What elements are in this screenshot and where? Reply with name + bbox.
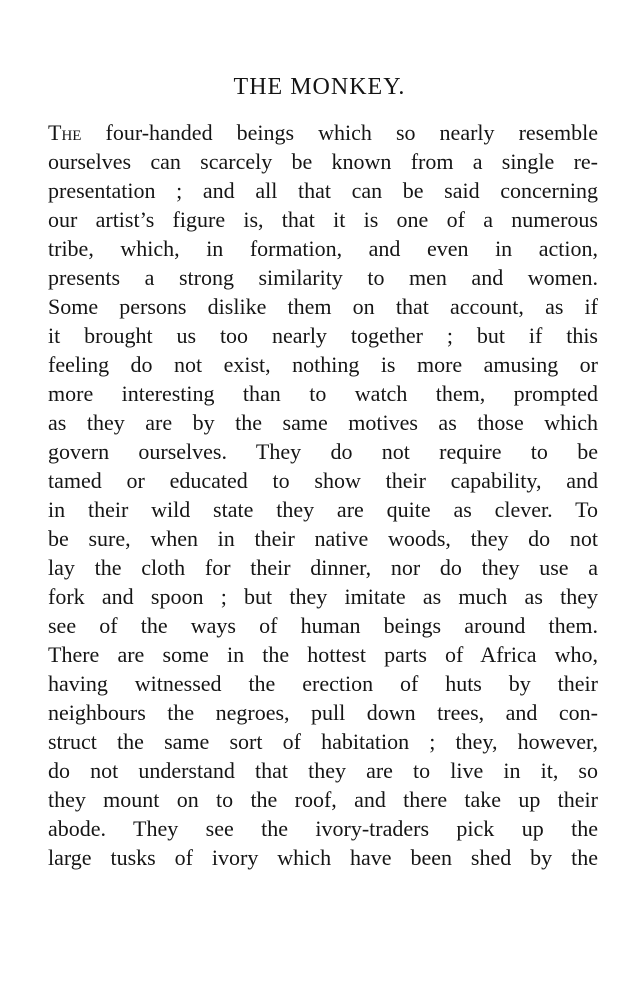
text-line-15: be sure, when in their native woods, they do not bbox=[48, 526, 598, 551]
text-line-22: struct the same sort of habitation ; they, however, bbox=[48, 729, 598, 754]
text-line-25: abode. They see the ivory-traders pick up the bbox=[48, 816, 598, 841]
text-line-3: presentation ; and all that can be said concerning bbox=[48, 178, 598, 203]
page-title: THE MONKEY. bbox=[233, 74, 406, 100]
line-1-rest: four-handed beings which so nearly resemble bbox=[105, 120, 598, 145]
first-word: The bbox=[48, 120, 82, 145]
text-line-18: see of the ways of human beings around them. bbox=[48, 613, 598, 638]
text-line-5: tribe, which, in formation, and even in action, bbox=[48, 236, 598, 261]
text-line-8: it brought us too nearly together ; but if this bbox=[48, 323, 598, 348]
text-line-1 bbox=[48, 118, 598, 147]
text-line-17: fork and spoon ; but they imitate as much as they bbox=[48, 584, 598, 609]
body-text bbox=[48, 118, 598, 872]
text-line-9: feeling do not exist, nothing is more amusing or bbox=[48, 352, 598, 377]
text-line-19: There are some in the hottest parts of Africa who, bbox=[48, 642, 598, 667]
text-line-24: they mount on to the roof, and there take up their bbox=[48, 787, 598, 812]
text-line-20: having witnessed the erection of huts by their bbox=[48, 671, 598, 696]
text-line-11: as they are by the same motives as those which bbox=[48, 410, 598, 435]
text-line-4: our artist’s figure is, that it is one of a numerous bbox=[48, 207, 598, 232]
text-line-23: do not understand that they are to live in it, so bbox=[48, 758, 598, 783]
text-line-12: govern ourselves. They do not require to be bbox=[48, 439, 598, 464]
text-line-26: large tusks of ivory which have been shed by the bbox=[48, 845, 598, 870]
text-line-21: neighbours the negroes, pull down trees, and con- bbox=[48, 700, 598, 725]
text-line-6: presents a strong similarity to men and women. bbox=[48, 265, 598, 290]
text-line-2: ourselves can scarcely be known from a single re- bbox=[48, 149, 598, 174]
text-line-16: lay the cloth for their dinner, nor do they use a bbox=[48, 555, 598, 580]
text-line-13: tamed or educated to show their capability, and bbox=[48, 468, 598, 493]
text-line-7: Some persons dislike them on that account, as if bbox=[48, 294, 598, 319]
text-line-14: in their wild state they are quite as clever. To bbox=[48, 497, 598, 522]
text-line-10: more interesting than to watch them, prompted bbox=[48, 381, 598, 406]
